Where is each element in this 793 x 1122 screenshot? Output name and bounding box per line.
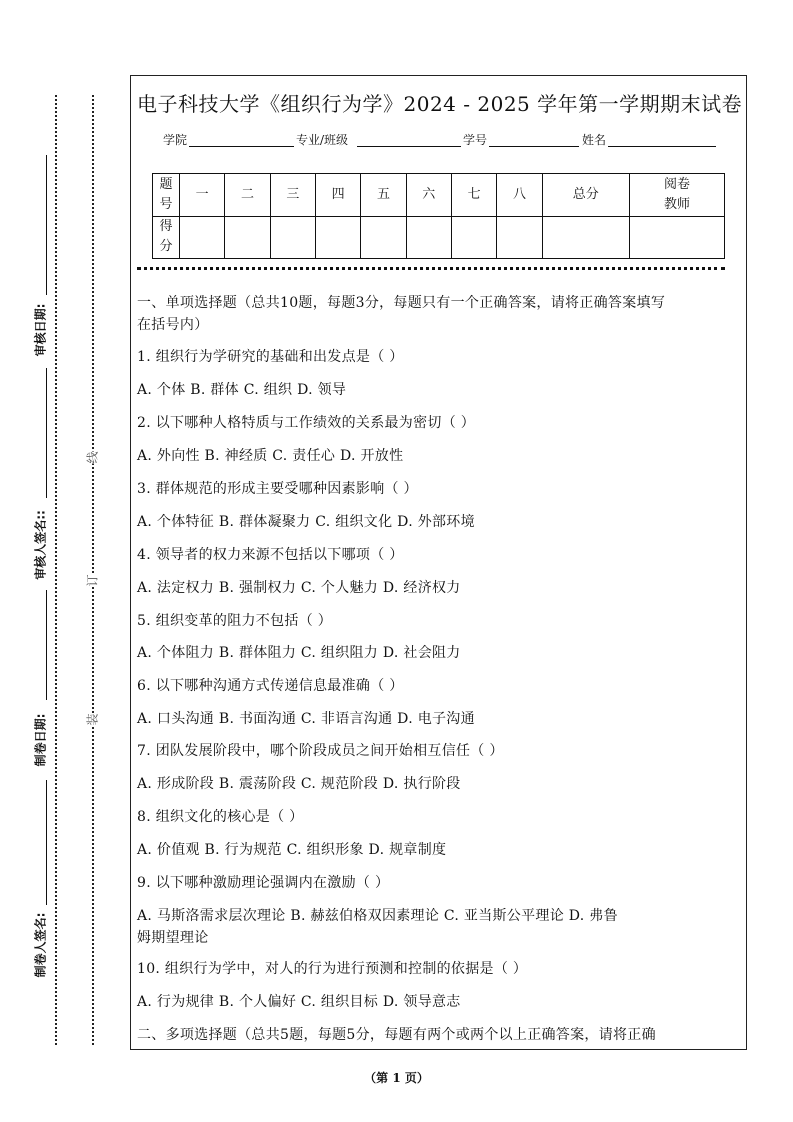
score-cell[interactable] (225, 216, 270, 259)
column-total: 总分 (542, 174, 629, 217)
question-options: A. 形成阶段 B. 震荡阶段 C. 规范阶段 D. 执行阶段 (137, 776, 461, 792)
column-5: 五 (361, 174, 406, 217)
score-cell[interactable] (451, 216, 496, 259)
question-options: A. 个体阻力 B. 群体阻力 C. 组织阻力 D. 社会阻力 (137, 645, 461, 661)
question-options: 姆期望理论 (137, 930, 209, 946)
question-stem: 1. 组织行为学研究的基础和出发点是（ ） (137, 349, 404, 365)
review-date-label: 审核日期: (33, 303, 48, 357)
reviewer-column: 阅卷 教师 (630, 174, 725, 217)
column-8: 八 (497, 174, 542, 217)
question-stem: 6. 以下哪种沟通方式传递信息最准确（ ） (137, 678, 404, 694)
question-options: A. 法定权力 B. 强制权力 C. 个人魅力 D. 经济权力 (137, 580, 461, 596)
question-stem: 4. 领导者的权力来源不包括以下哪项（ ） (137, 547, 404, 563)
binding-dotted-line-outer (55, 95, 57, 1045)
score-cell[interactable] (542, 216, 629, 259)
maker-date-label: 制卷日期: (33, 713, 48, 767)
column-4: 四 (315, 174, 360, 217)
question-stem: 7. 团队发展阶段中，哪个阶段成员之间开始相互信任（ ） (137, 743, 504, 759)
reviewer-signature-blank (46, 368, 47, 498)
question-options: A. 马斯洛需求层次理论 B. 赫兹伯格双因素理论 C. 亚当斯公平理论 D. 弗鲁 (137, 908, 618, 924)
college-label: 学院 (163, 133, 188, 147)
reviewer-signature-label: 审核人签名:: (33, 510, 48, 580)
question-stem: 8. 组织文化的核心是（ ） (137, 809, 304, 825)
question-options: A. 个体 B. 群体 C. 组织 D. 领导 (137, 382, 347, 398)
score-table-header-row (153, 174, 725, 217)
question-stem: 2. 以下哪种人格特质与工作绩效的关系最为密切（ ） (137, 415, 476, 431)
column-1: 一 (180, 174, 225, 217)
maker-signature-blank (46, 780, 47, 905)
question-options: A. 口头沟通 B. 书面沟通 C. 非语言沟通 D. 电子沟通 (137, 711, 475, 727)
binding-char-xian: 线 (83, 451, 102, 463)
dotted-separator (137, 267, 725, 270)
question-stem: 3. 群体规范的形成主要受哪种因素影响（ ） (137, 481, 418, 497)
column-7: 七 (451, 174, 496, 217)
page-footer: （第 1 页） (364, 1071, 429, 1085)
binding-char-zhuang: 装 (83, 713, 102, 725)
section-heading-line: 一、单项选择题（总共10题，每题3分，每题只有一个正确答案，请将正确答案填写 (137, 295, 666, 311)
score-cell[interactable] (361, 216, 406, 259)
maker-date-blank (46, 590, 47, 700)
question-stem: 10. 组织行为学中，对人的行为进行预测和控制的依据是（ ） (137, 961, 528, 977)
student-id-field[interactable] (489, 146, 579, 147)
score-row (153, 216, 725, 259)
college-field[interactable] (189, 146, 294, 147)
question-stem: 5. 组织变革的阻力不包括（ ） (137, 613, 333, 629)
score-cell[interactable] (315, 216, 360, 259)
score-cell[interactable] (180, 216, 225, 259)
question-options: A. 个体特征 B. 群体凝聚力 C. 组织文化 D. 外部环境 (137, 514, 475, 530)
score-cell[interactable] (630, 216, 725, 259)
score-cell[interactable] (406, 216, 451, 259)
name-field[interactable] (608, 146, 716, 147)
question-options: A. 行为规律 B. 个人偏好 C. 组织目标 D. 领导意志 (137, 994, 461, 1010)
major-field[interactable] (357, 146, 461, 147)
column-6: 六 (406, 174, 451, 217)
maker-signature-label: 制卷人签名: (33, 912, 48, 978)
section-heading-line: 在括号内） (137, 317, 209, 333)
section-heading-line: 二、多项选择题（总共5题，每题5分，每题有两个或两个以上正确答案，请将正确 (137, 1027, 656, 1043)
name-label: 姓名 (582, 133, 607, 147)
major-label: 专业/班级 (296, 133, 349, 147)
binding-char-ding: 订 (83, 574, 102, 586)
review-date-blank (46, 155, 47, 295)
exam-title: 电子科技大学《组织行为学》2024 - 2025 学年第一学期期末试卷 (137, 92, 743, 116)
score-cell[interactable] (270, 216, 315, 259)
column-2: 二 (225, 174, 270, 217)
question-options: A. 价值观 B. 行为规范 C. 组织形象 D. 规章制度 (137, 842, 447, 858)
question-options: A. 外向性 B. 神经质 C. 责任心 D. 开放性 (137, 448, 404, 464)
question-stem: 9. 以下哪种激励理论强调内在激励（ ） (137, 875, 390, 891)
binding-dotted-line-inner (92, 95, 94, 1045)
score-cell[interactable] (497, 216, 542, 259)
student-id-label: 学号 (463, 133, 488, 147)
question-number-label: 题 号 (153, 174, 180, 217)
score-label: 得 分 (153, 216, 180, 259)
column-3: 三 (270, 174, 315, 217)
score-table (152, 173, 725, 259)
